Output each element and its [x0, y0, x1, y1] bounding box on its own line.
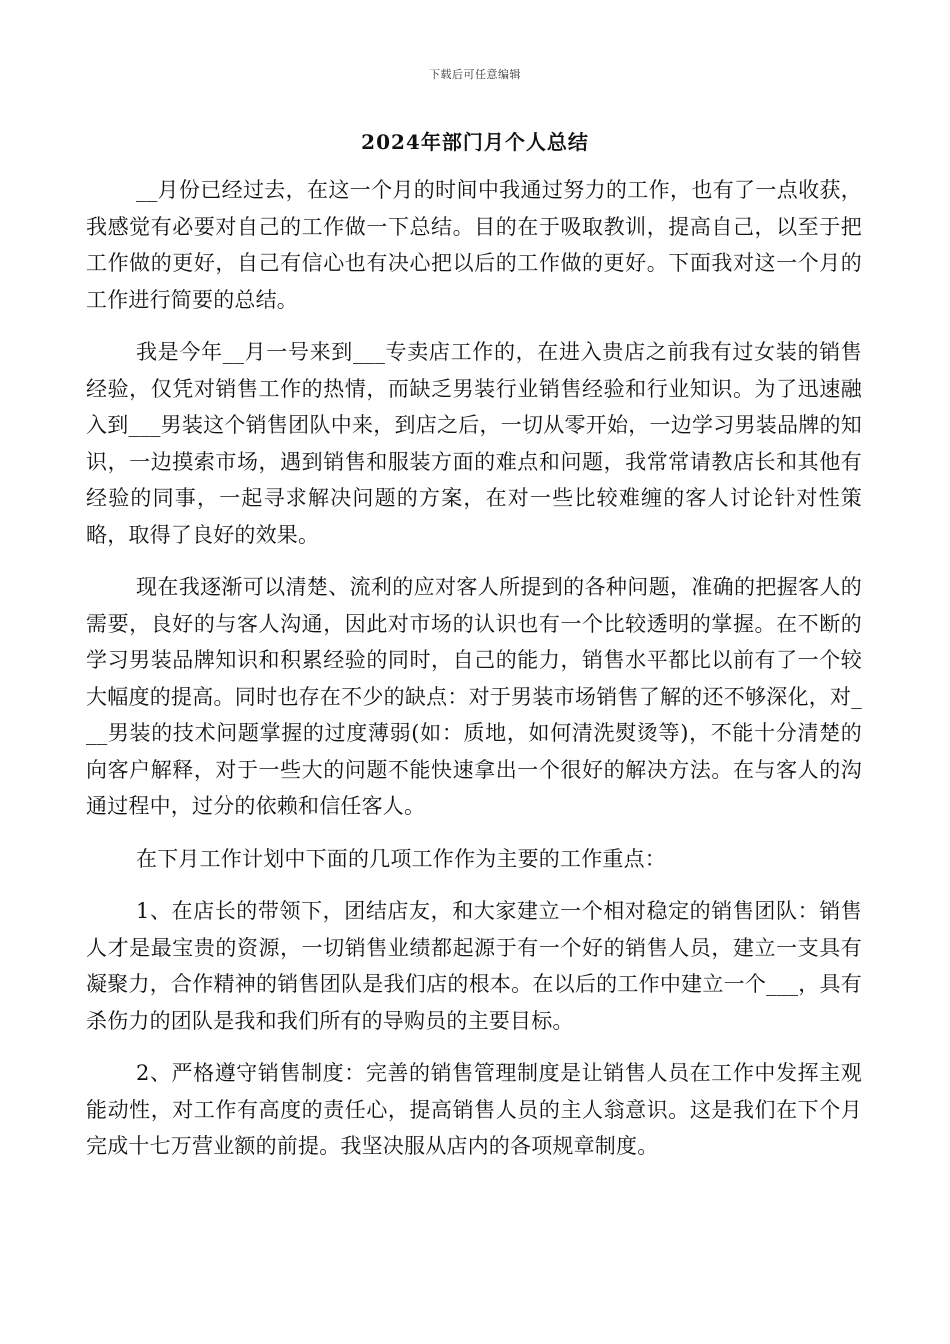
paragraph-plan-item-2: 2、严格遵守销售制度：完善的销售管理制度是让销售人员在工作中发挥主观能动性，对工作有高度的责任心，提高销售人员的主人翁意识。这是我们在下个月完成十七万营业额的前提。我坚决服从店内的各项规章制度。: [86, 1061, 862, 1158]
paragraph-intro: __月份已经过去，在这一个月的时间中我通过努力的工作，也有了一点收获，我感觉有必要对自己的工作做一下总结。目的在于吸取教训，提高自己，以至于把工作做的更好，自己有信心也有决心把以后的工作做的更好。下面我对这一个月的工作进行简要的总结。: [86, 178, 862, 312]
document-body: [86, 172, 862, 1165]
paragraph-progress: 现在我逐渐可以清楚、流利的应对客人所提到的各种问题，准确的把握客人的需要，良好的与客人沟通，因此对市场的认识也有一个比较透明的掌握。在不断的学习男装品牌知识和积累经验的同时，自己的能力，销售水平都比以前有了一个较大幅度的提高。同时也存在不少的缺点：对于男装市场销售了解的还不够深化，对___男装的技术问题掌握的过度薄弱(如：质地，如何清洗熨烫等)，不能十分清楚的向客户解释，对于一些大的问题不能快速拿出一个很好的解决方法。在与客人的沟通过程中，过分的依赖和信任客人。: [86, 575, 862, 818]
paragraph-plan-item-1: 1、在店长的带领下，团结店友，和大家建立一个相对稳定的销售团队：销售人才是最宝贵的资源，一切销售业绩都起源于有一个好的销售人员，建立一支具有凝聚力，合作精神的销售团队是我们店的根本。在以后的工作中建立一个___，具有杀伤力的团队是我和我们所有的导购员的主要目标。: [86, 899, 862, 1033]
document-title: 2024年部门月个人总结: [361, 130, 589, 154]
paragraph-plan-intro: 在下月工作计划中下面的几项工作作为主要的工作重点：: [136, 846, 666, 871]
paragraph-background: 我是今年__月一号来到___专卖店工作的，在进入贵店之前我有过女装的销售经验，仅凭对销售工作的热情，而缺乏男装行业销售经验和行业知识。为了迅速融入到___男装这个销售团队中来，到店之后，一切从零开始，一边学习男装品牌的知识，一边摸索市场，遇到销售和服装方面的难点和问题，我常常请教店长和其他有经验的同事，一起寻求解决问题的方案，在对一些比较难缠的客人讨论针对性策略，取得了良好的效果。: [86, 340, 862, 547]
header-note: 下载后可任意编辑: [429, 68, 521, 81]
